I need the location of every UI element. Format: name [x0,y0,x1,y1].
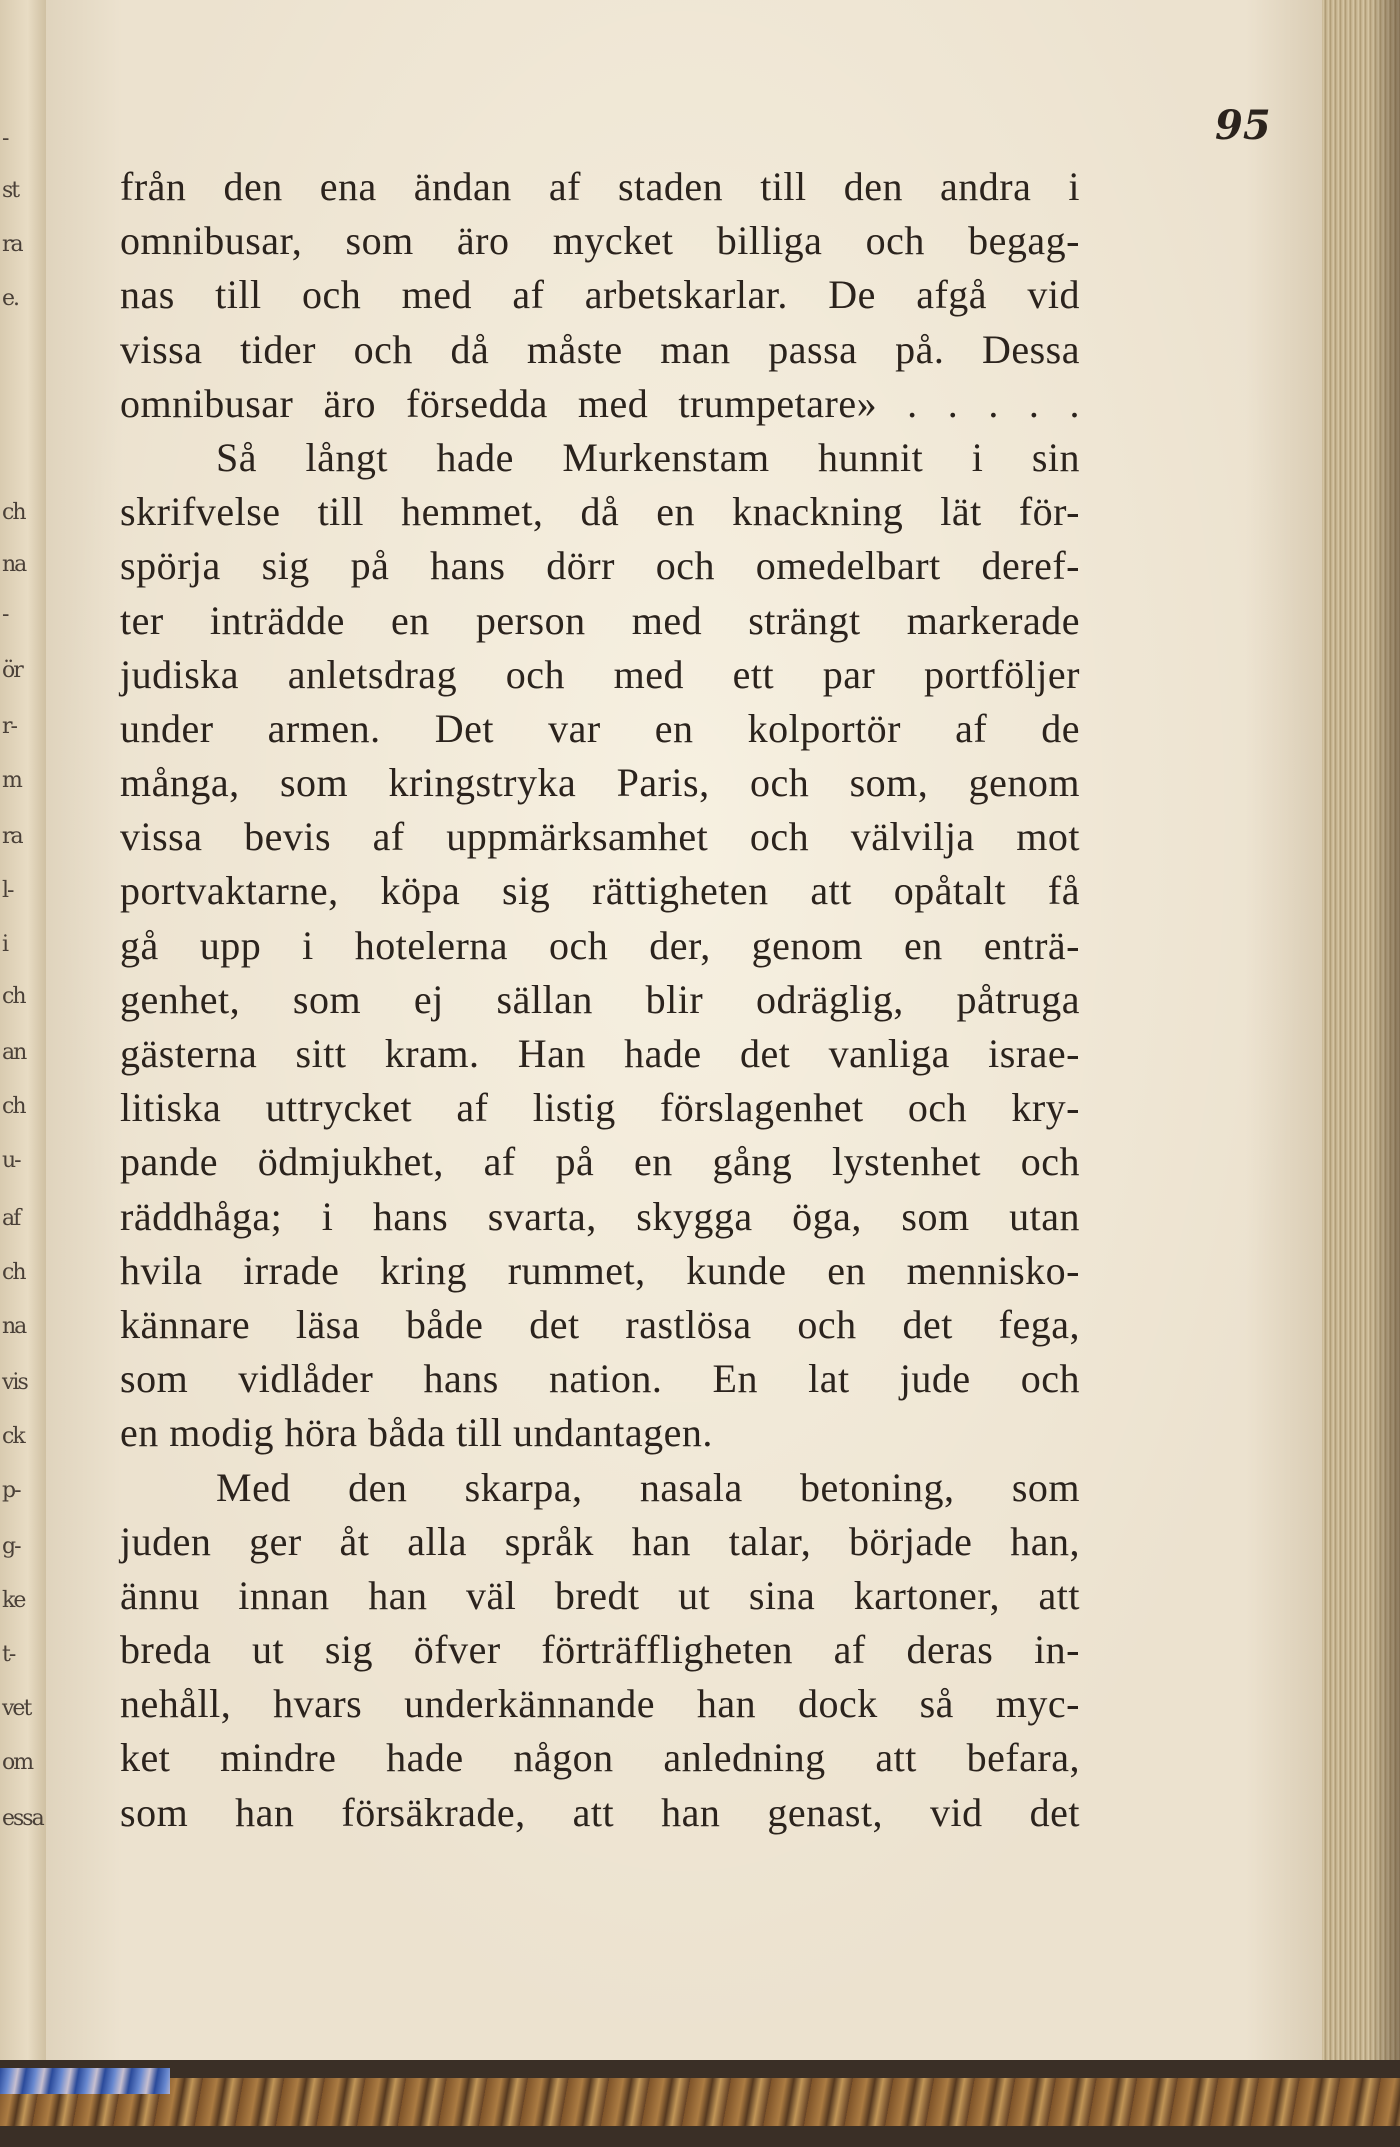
margin-fragment: m [2,768,21,793]
text-line: många, som kringstryka Paris, och som, genom [120,760,1080,806]
text-line-paragraph-start: Med den skarpa, nasala betoning, som [216,1464,1080,1510]
margin-fragment: e. [2,286,19,311]
text-line: nas till och med af arbetskarlar. De afgå vid [120,272,1080,318]
text-line: judiska anletsdrag och med ett par portföljer [120,651,1080,697]
text-line: räddhåga; i hans svarta, skygga öga, som utan [120,1193,1080,1239]
page-number: 95 [1215,102,1271,149]
margin-fragment: na [2,552,26,577]
text-line: omnibusar, som äro mycket billiga och begag- [120,218,1080,264]
text-line: juden ger åt alla språk han talar, började han, [120,1518,1080,1564]
margin-fragment: i [2,932,8,957]
text-line: skrifvelse till hemmet, då en knackning lät för- [120,489,1080,535]
margin-fragment: om [2,1750,33,1775]
margin-fragment: p- [2,1478,20,1503]
text-line: ket mindre hade någon anledning att befara, [120,1735,1080,1781]
text-line: kännare läsa både det rastlösa och det fega, [120,1301,1080,1347]
margin-fragment: ra [2,824,22,849]
margin-fragment: vis [2,1370,27,1395]
margin-fragment: - [2,602,8,627]
margin-fragment: vet [2,1696,31,1721]
text-line: som han försäkrade, att han genast, vid det [120,1789,1080,1835]
binding-pattern [0,2078,1400,2126]
text-line-paragraph-start: Så långt hade Murkenstam hunnit i sin [216,434,1080,480]
margin-fragment: ch [2,500,25,525]
margin-fragment: ch [2,984,25,1009]
text-line: pande ödmjukhet, af på en gång lystenhet och [120,1139,1080,1185]
text-line: litiska uttrycket af listig förslagenhet och kry- [120,1085,1080,1131]
margin-fragment: na [2,1314,26,1339]
text-line: portvaktarne, köpa sig rättigheten att opåtalt få [120,868,1080,914]
text-line: gå upp i hotelerna och der, genom en enträ- [120,922,1080,968]
text-line: genhet, som ej sällan blir odräglig, påtruga [120,976,1080,1022]
margin-fragment: g- [2,1534,20,1559]
margin-fragment: u- [2,1148,20,1173]
text-line: omnibusar äro försedda med trumpetare» . . . . . [120,380,1080,426]
margin-fragment: l- [2,878,13,903]
text-line: ännu innan han väl bredt ut sina kartoner, att [120,1572,1080,1618]
body-text [120,160,1080,1840]
text-line: hvila irrade kring rummet, kunde en mennisko- [120,1247,1080,1293]
margin-fragment: ch [2,1260,25,1285]
text-line: spörja sig på hans dörr och omedelbart deref- [120,543,1080,589]
margin-fragment: an [2,1040,26,1065]
text-line-paragraph-end: en modig höra båda till undantagen. [120,1410,713,1456]
binding-marbled-edge [0,2068,170,2094]
margin-fragment: essa [2,1806,43,1831]
margin-fragment: - [2,126,8,151]
text-line: från den ena ändan af staden till den andra i [120,164,1080,209]
margin-fragment: af [2,1206,20,1231]
text-line: vissa bevis af uppmärksamhet och välvilja mot [120,814,1080,860]
text-line: som vidlåder hans nation. En lat jude och [120,1356,1080,1402]
margin-fragment: ra [2,232,22,257]
margin-fragment: ke [2,1588,25,1613]
margin-fragment: ch [2,1094,25,1119]
margin-fragment: ör [2,658,22,683]
margin-fragment: ck [2,1424,24,1449]
text-line: nehåll, hvars underkännande han dock så myc- [120,1681,1080,1727]
page-stack-edge [1322,0,1400,2080]
text-line: gästerna sitt kram. Han hade det vanliga israe- [120,1031,1080,1076]
margin-fragment: st [2,178,19,203]
text-line: under armen. Det var en kolportör af de [120,705,1080,751]
previous-page-margin [0,0,48,2080]
text-line: ter inträdde en person med strängt markerade [120,597,1080,643]
text-line: breda ut sig öfver förträffligheten af deras in- [120,1627,1080,1673]
margin-fragment: t- [2,1642,15,1667]
margin-fragment: r- [2,714,16,739]
text-line: vissa tider och då måste man passa på. Dessa [120,326,1080,372]
